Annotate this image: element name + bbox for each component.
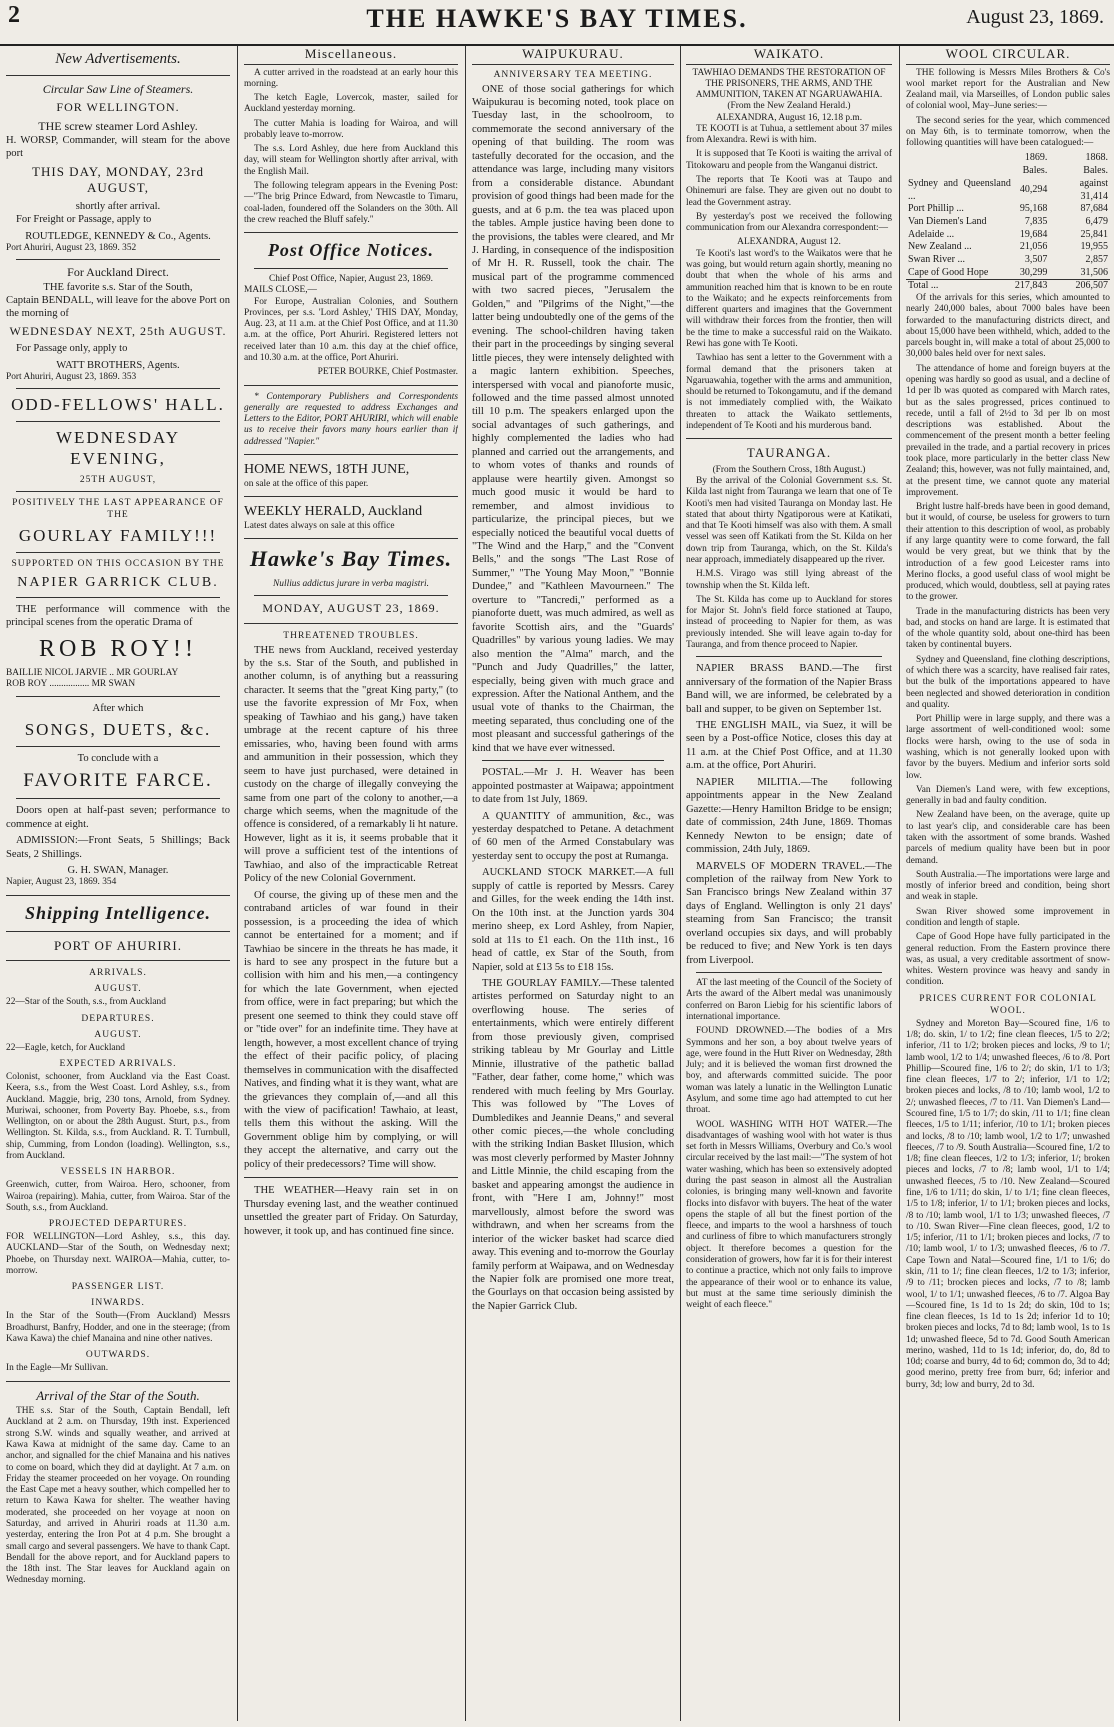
ad-text: THE favorite s.s. Star of the South, (43, 281, 193, 293)
shipping-entry: Colonist, schooner, from Auckland via the East Coast. Keera, s.s., from the West Coast. Lord Ashley, s.s., from Auckland. Maggie, brig, 230 tons, Arnold, from Sydney. Muriwai, schooner, from Poverty Bay. Phoebe, s.s., from Wellington, on or about the 28th August. Sturt, p.s., from Wellington. St. Kilda, s.s., from Auckland. R. T. Turnbull, ship, Cumming, from London (loading). Wellington, s.s., from Auckland. (6, 1071, 230, 1161)
paper-title: Hawke's Bay Times. (249, 546, 453, 572)
ad-hall: ODD-FELLOWS' HALL. (11, 395, 225, 415)
sub-heading: INWARDS. (91, 1298, 145, 1309)
column-rule (237, 46, 238, 1721)
ad-date: THIS DAY, MONDAY, 23rd AUGUST, (32, 163, 204, 196)
article-source: (From the New Zealand Herald.) (727, 101, 851, 112)
ad-songs: SONGS, DUETS, &c. (24, 720, 212, 740)
shipping-entry: 22—Star of the South, s.s., from Auckland (6, 997, 166, 1008)
ad-text: After which (92, 702, 144, 714)
divider (16, 259, 220, 260)
table-header-cell: 1868. (1085, 152, 1108, 164)
table-cell: Adelaide ... (908, 228, 955, 240)
divider (16, 491, 220, 492)
table-cell: 7,835 (1024, 215, 1048, 227)
misc-item: A cutter arrived in the roadstead at an early hour this morning. (244, 67, 458, 89)
table-cell: 31,506 (1080, 266, 1108, 278)
divider (16, 696, 220, 697)
column-waikato (686, 46, 892, 1721)
article-body: The second series for the year, which commenced on May 6th, is to terminate tomorrow, when the following quantities will have been catalogued:— (906, 115, 1110, 149)
misc-item: The s.s. Lord Ashley, due here from Auckland this day, will steam for Wellington shortly after arrival, with the English Mail. (244, 144, 458, 177)
divider (16, 597, 220, 598)
table-header-cell: Bales. (1083, 165, 1108, 177)
table-cell: 2,857 (1085, 253, 1108, 265)
table-row (906, 203, 1110, 216)
divider (16, 552, 220, 553)
misc-item: The cutter Mahia is loading for Wairoa, and will probably leave to-morrow. (244, 118, 458, 140)
newspaper-title: THE HAWKE'S BAY TIMES. (366, 4, 748, 33)
ad-cast: BAILLIE NICOL JARVIE .. MR GOURLAY (6, 668, 179, 679)
table-header-row (906, 165, 1110, 178)
section-heading: WOOL CIRCULAR. (906, 46, 1110, 65)
article-source: (From the Southern Cross, 18th August.) (712, 464, 866, 475)
ad-text: THE performance will commence with the principal scenes from the operatic Drama of (6, 603, 230, 629)
article-heading: TAWHIAO DEMANDS THE RESTORATION OF THE PRISONERS, THE ARMS, AND THE AMMUNITION, TAKEN AT NGARUAWAHIA. (692, 67, 886, 101)
post-signature: PETER BOURKE, Chief Postmaster. (317, 367, 458, 378)
column-rule (465, 46, 466, 1721)
shipping-entry: In the Eagle—Mr Sullivan. (6, 1363, 109, 1374)
misc-item: The ketch Eagle, Lovercok, master, sailed for Auckland yesterday morning. (244, 93, 458, 115)
news-item: THE GOURLAY FAMILY.—These talented artistes performed on Saturday night to an overflowing house. The series of entertainments, which were entirely different from those previously given, comprised striking tableau by Mr Gourlay and Little Minnie, illustrative of the pathetic ballad "Father, dear father, come home," which was rendered with much feeling by Mrs Gourlay. This was followed by "The Loves of Dumbledikes and Jeannie Deans," and several other comic pieces,—the whole concluding with the striking Indian Basket Illusion, which was most cleverly performed by Master Johnny and Little Minnie, the child escaping from the basket and appearing amongst the audience in front, with "Here I am, Johnny!" most marvellously, almost before the sword was withdrawn, and when her screams from the interior of the wicker basket had scarce died away. This evening and to-morrow the Gourlay family perform at Waipawa, and on Wednesday the Napier folk are promised one more treat, the Gourlays on that occasion being assisted by the Napier Garrick Club. (472, 978, 674, 1312)
ad-text: THE screw steamer Lord Ashley. (38, 118, 198, 133)
divider (696, 656, 882, 657)
table-cell: New Zealand ... (908, 241, 972, 253)
weekly-herald-sub: Latest dates always on sale at this office (244, 520, 395, 531)
divider (6, 960, 230, 961)
misc-item: The following telegram appears in the Evening Post:—"The brig Prince Edward, from Newcastle to Timaru, coal-laden, foundered off the Solanders on the 30th. All the crew reached the Bluff safely." (244, 181, 458, 225)
table-cell: 95,168 (1019, 203, 1048, 215)
article-body: THE news from Auckland, received yesterday by the s.s. Star of the South, and published in another column, is of anything but a reassuring character. It seems that the "great King party," (to use the favorite expression of Mr Fox, when speaking of Tawhiao and his gang,) have taken umbrage at the recent capture of his three emissaries, who, having been found with arms and ammunition in their possession, which they seem to have just purchased, were detained in custody on the charge of illegally conveying the same from one part of the colony to another,—a charge which seems, when the magnitude of the offence is considered, of a remarkably li ht nature. However, light as it is, it seems probable that it will prove a sufficient test of the intentions of Tawhiao, and also of the impracticable Retreat Policy of the new Colonial Government. (244, 644, 458, 885)
article-body: New Zealand have been, on the average, quite up to last year's clip, and considerable care has been taken with the assortment of some brands. Washed parcels of medium quality have been but in poor demand. (906, 810, 1110, 866)
shipping-entry: Greenwich, cutter, from Wairoa. Hero, schooner, from Wairoa (repairing). Mahia, cutter, from Wairoa. Star of the South, s.s., from Auckland. (6, 1180, 230, 1213)
table-total-row (906, 280, 1110, 293)
article-body: H.M.S. Virago was still lying abreast of the township when the St. Kilda left. (686, 569, 892, 591)
wool-quantities-table (906, 152, 1110, 293)
divider (16, 388, 220, 389)
column-advertisements (6, 46, 230, 1721)
ad-subtitle: FOR WELLINGTON. (56, 100, 180, 115)
port-heading: PORT OF AHURIRI. (53, 937, 183, 953)
ad-text: POSITIVELY THE LAST APPEARANCE OF THE (12, 498, 224, 521)
article-body: It is supposed that Te Kooti is waiting the arrival of Titokowaru and people from the Wanganui district. (686, 149, 892, 171)
news-item: MARVELS OF MODERN TRAVEL.—The completion of the railway from New York to San Francisco brings New Zealand within 37 days of England. Wellington is only 21 days' steaming from San Francisco; the transit overland occupies six days, and will probably be reduced to five; and New York is ten days from Liverpool. (686, 860, 892, 966)
article-heading: ANNIVERSARY TEA MEETING. (493, 69, 653, 80)
divider (16, 746, 220, 747)
article-body: Bright lustre half-breds have been in good demand, but it would, of course, be useless for growers to turn their attention to this description of wool, as probably if any large quantity were to come forward, the fall would be very great, but we think that by the introduction of a few good Leicester rams into Merino flocks, a good useful class of wool might be produced, which would, doubtless, sell at paying rates to the grower. (906, 502, 1110, 603)
ad-title: Circular Saw Line of Steamers. (42, 82, 194, 97)
issue-date: August 23, 1869. (966, 6, 1104, 28)
column-rule (899, 46, 900, 1721)
table-row (906, 178, 1110, 203)
shipping-entry: FOR WELLINGTON—Lord Ashley, s.s., this day. AUCKLAND—Star of the South, on Wednesday next; Phoebe, on Thursday next. WAIROA—Mahia, cutter, to-morrow. (6, 1232, 230, 1277)
news-item: WOOL WASHING WITH HOT WATER.—The disadvantages of washing wool with hot water is thus set forth in Messrs Williams, Overbury and Co.'s wool circular received by the last mail:—"The system of hot water washing, which has been so extensively adopted during the past season in almost all the Australian colonies, is bringing many well-known and favorite flocks into disfavor with buyers. The heat of the water opens the staple of all but the finest portion of the fleece, and imparts to the wool a harshness of touch and curliness of fibre to which manufacturers strongly object. It therefore becomes a question for the consideration of growers, how far it is for their interest to continue a practice, which not only fails to improve the appearance of their wool or to enhance its value, but must at the same time seriously diminish the weight of each fleece." (686, 1119, 892, 1311)
prices-body: Sydney and Moreton Bay—Scoured fine, 1/6 to 1/8; do. skin, 1/ to 1/2; fine clean fleeces, 1/5 to 2/2; inferior, /11 to 1/2; broken pieces and locks, /9 to 1/; lamb wool, 1/2 to 1/4; unwashed fleeces, /6 to /8. Port Phillip—Scoured fine, 1/6 to 2/; do skin, 1/1 to 1/3; fine clean fleeces, 1/7 to 2/; inferior, 1/1 to 1/2; broken pieces and locks, /8 to /10; lamb wool, 1/2 to 2/; unwashed fleeces, /7 to /11. Van Diemen's Land—Scoured fine, 1/5 to 1/7; do skin, /11 to 1/1; fine clean fleeces, 1/5 to 1/11; inferior, /10 to 1/1; broken pieces and locks, /8 to /10; lamb wool, 1/2 to 1/7; unwashed fleeces, /7 to /9. South Australia—Scoured fine, 1/2 to 1/8; fine clean fleeces, 1/2 to 1/3; inferior, 1/; broken pieces and locks, /7 to /8; lamb wool, 1/1 to 1/4; unwashed fleeces, /5 to /10. New Zealand—Scoured fine, 1/6 to 1/11; do skin, 1/ to 1/1; fine clean fleeces, 1/5 to 1/8; inferior, 1/ to 1/1; broken pieces and locks, /8 to /10; lamb wool, 1/1 to 1/3; unwashed fleeces, /7 to /10. Swan River—Fine clean fleeces, good, 1/2 to 1/5; inferior, /11 to 1/1; broken pieces and locks, /7 to /10; lamb wool, 1/ to 1/3; unwashed fleeces, /6 to /7. Cape Town and Natal—Scoured fine, 1/1 to 1/6; do skin, /11 to 1/; fine clean fleeces, 1/2 to 1/3; inferior, /9 to /11; brocken pieces and locks, /7 to /8; lamb wool, 1/ to 1/1; unwashed fleeces, /6 to /7. Algoa Bay—Scoured fine, 1s 1d to 1s 2d; do skin, 10d to 1s; fine clean fleeces, 1s 1d to 1s 2d; inferior 1d to 10; broken pieces and locks, 7d to 8d; lamb wool, 1s to 1s 1d; unwashed fleece, 5d to 7d. Good South American merino, washed, 11d to 1s 1d; inferior, do, do, 8d to 10d; coarse and burry, 4d to 6d; common do, 3d to 4d; good merino, pretty free from burr, 6d; inferior and burry, 3d; low and burry, 2d to 3d. (906, 1018, 1110, 1390)
prices-heading: PRICES CURRENT FOR COLONIAL WOOL. (919, 993, 1097, 1016)
sub-heading: OUTWARDS. (85, 1350, 151, 1361)
ad-text: SUPPORTED ON THIS OCCASION BY THE (11, 558, 225, 569)
table-cell: Sydney and Queensland ... (908, 177, 1011, 202)
post-office-dateline: Chief Post Office, Napier, August 23, 1869. (268, 274, 433, 285)
ad-club: NAPIER GARRICK CLUB. (17, 574, 219, 590)
ad-manager: G. H. SWAN, Manager. (67, 865, 169, 876)
divider (254, 595, 448, 596)
news-item: AUCKLAND STOCK MARKET.—A full supply of cattle is reported by Messrs. Carey and Gilles, for the week ending the 14th inst. On the 10th inst. at the Junction yards 304 merino sheep, ex Lord Ashley, from Napier, sold at 11s to £1 each. On the 11th inst., 16 head of cattle, ex Star of the South, from Napier, sold at £13 5s to £18 15s. (472, 867, 674, 973)
table-cell: 30,299 (1019, 266, 1048, 278)
divider (244, 623, 458, 624)
table-cell: 6,479 (1085, 215, 1108, 227)
article-body: Van Diemen's Land were, with few exceptions, generally in bad and faulty condition. (906, 784, 1110, 807)
ad-text: To conclude with a (77, 752, 159, 764)
divider (244, 1177, 458, 1178)
divider (244, 538, 458, 539)
divider (244, 232, 458, 233)
table-header-cell: Bales. (1022, 165, 1048, 177)
news-item: FOUND DROWNED.—The bodies of a Mrs Symmons and her son, a boy about twelve years of age, were found in the Hutt River on Wednesday, 28th July; and it is believed the woman first drowned the boy, and afterwards committed suicide. The poor woman was lately a lunatic in the Wellington Lunatic Asylum, and some time ago had attempted to cut her throat. (686, 1026, 892, 1116)
table-cell: 25,841 (1080, 228, 1108, 240)
table-cell: 21,056 (1019, 241, 1048, 253)
shipping-entry: In the Star of the South—(From Auckland) Messrs Broadhurst, Banfry, Hodder, and one in the steerage; (from Kawa Kawa) the chief Manaina and nine other natives. (6, 1311, 230, 1344)
article-body: Sydney and Queensland, fine clothing descriptions, of which there was a scarcity, have realised fair rates, but the bulk of the importations appeared to have been neglected and showed deterioration in condition and quality. (906, 654, 1110, 710)
column-wool-circular (906, 46, 1110, 1721)
ad-cast: ROB ROY ................. MR SWAN (6, 679, 136, 690)
ad-text: shortly after arrival. (75, 200, 161, 212)
table-cell: 40,294 (1019, 184, 1048, 196)
table-row (906, 216, 1110, 229)
divider (6, 895, 230, 896)
paper-motto: Nullius addictus jurare in verba magistri. (273, 578, 429, 589)
ad-footer: Napier, August 23, 1869. 354 (6, 877, 117, 888)
article-heading: Arrival of the Star of the South. (36, 1387, 200, 1403)
ad-footer: Port Ahuriri, August 23, 1869. 352 (6, 243, 137, 254)
divider (696, 972, 882, 973)
article-body: Cape of Good Hope have fully participated in the general reduction. From the Eastern province there was, as usual, a very creditable assortment of snow-whites. Western province was heavy and sandy in condition. (906, 932, 1110, 988)
table-cell: 19,684 (1019, 228, 1048, 240)
divider (6, 75, 230, 76)
paper-date: MONDAY, AUGUST 23, 1869. (262, 601, 440, 616)
section-heading: New Advertisements. (55, 51, 181, 67)
sub-heading: DEPARTURES. (81, 1013, 155, 1024)
news-item: THE ENGLISH MAIL, via Suez, it will be seen by a Post-office Notice, closes this day at 11 a.m. at the Chief Post Office, and at 11.30 a.m. at the office, Port Ahuriri. (686, 720, 892, 772)
table-row (906, 241, 1110, 254)
article-body: The attendance of home and foreign buyers at the opening was hardly so good as usual, and a decline of 1d per lb was quoted as compared with March rates, but as the sales progressed, prices continued to recede, until a fall of 2½d to 3d per lb on most descriptions was established. About the commencement of the present month a better feeling prevailed in the trade, and a partial recovery in prices took place, more particularly in the better class New Zealand; this, however, was not fully maintained, and, at the present time, we cannot quote any material improvement. (906, 363, 1110, 498)
ad-footer: Port Ahuriri, August 23, 1869. 353 (6, 372, 137, 383)
ad-text: For Passage only, apply to (16, 343, 128, 355)
table-cell: Van Diemen's Land (908, 215, 987, 227)
article-body: THE s.s. Star of the South, Captain Bendall, left Auckland at 2 a.m. on Thursday, 19th inst. Experienced strong S.W. winds and squally weather, and arrived at Kawa Kawa at midnight of the same day. Came to an anchor, and signalled for the chief Manaina and his natives to come on board, which they did at daylight. At 7 a.m. on Friday the steamer proceeded on her voyage. On rounding the East Cape met a heavy souther, which compelled her to return to Kawa Kawa for shelter. The weather having moderated, she proceeded on her voyage at noon on Saturday, and arrived in Ahuriri roads at 11.30 a.m. yesterday, entering the Iron Pot at 4 p.m. She brought a small cargo and several passengers. We have to thank Capt. Bendall for the above report, and for Auckland papers to the 18th inst. The Star leaves for Auckland again on Wednesday morning. (6, 1406, 230, 1586)
table-cell: Swan River ... (908, 253, 965, 265)
news-item: AT the last meeting of the Council of the Society of Arts the award of the Albert medal was unanimously conferred on Baron Liebig for his scientific labors of international importance. (686, 978, 892, 1023)
sub-heading: AUGUST. (94, 984, 142, 995)
article-body: South Australia.—The importations were large and mostly of inferior breed and condition, being short and weak in staple. (906, 869, 1110, 903)
divider (16, 798, 220, 799)
ad-farce: FAVORITE FARCE. (23, 770, 213, 792)
ad-text: ADMISSION:—Front Seats, 5 Shillings; Back Seats, 2 Shillings. (6, 835, 230, 860)
table-cell: 3,507 (1024, 253, 1048, 265)
ad-agent: ROUTLEDGE, KENNEDY & Co., Agents. (25, 230, 211, 242)
article-dateline: ALEXANDRA, August 16, 12.18 p.m. (715, 112, 863, 123)
article-weather: THE WEATHER—Heavy rain set in on Thursday evening last, and the weather continued unsettled the greater part of Friday. On Saturday, however, it took up, and has continued fine since. (244, 1185, 458, 1237)
table-cell: 206,507 (1075, 280, 1108, 292)
article-body: Swan River showed some improvement in condition and length of staple. (906, 906, 1110, 928)
table-row (906, 254, 1110, 267)
table-cell: Port Phillip ... (908, 203, 964, 215)
news-item: POSTAL.—Mr J. H. Weaver has been appointed postmaster at Waipawa; appointment to date from 1st July, 1869. (472, 767, 674, 806)
ad-agent: WATT BROTHERS, Agents. (56, 359, 180, 371)
article-body: Port Phillip were in large supply, and there was a large assortment of well-conditioned wool: some flocks were harsh, owing to the use of soda in washing, which is not generally looked upon with favor by the buyers. Medium and inferior sorts sold low. (906, 714, 1110, 781)
article-body: THE following is Messrs Miles Brothers & Co's wool market report for the Australian and New Zealand mail, via Marseilles, of London public sales of colonial wool, May–June series:— (906, 67, 1110, 112)
sub-heading: PROJECTED DEPARTURES. (48, 1219, 188, 1230)
divider (244, 385, 458, 386)
article-body: Trade in the manufacturing districts has been very bad, and stocks on hand are large. It is estimated that of the whole quantity sold, about one-third has been taken by continental buyers. (906, 606, 1110, 651)
section-heading: TAURANGA. (746, 445, 832, 461)
divider (244, 454, 458, 455)
sub-heading: EXPECTED ARRIVALS. (59, 1058, 177, 1069)
ad-family: GOURLAY FAMILY!!! (18, 526, 218, 546)
ad-text: H. WORSP, Commander, will steam for the above port (6, 134, 230, 160)
shipping-entry: 22—Eagle, ketch, for Auckland (6, 1042, 125, 1053)
ad-date: WEDNESDAY NEXT, 25th AUGUST. (9, 323, 227, 338)
section-heading: Miscellaneous. (244, 46, 458, 65)
article-body: By the arrival of the Colonial Government s.s. St. Kilda last night from Tauranga we learn that one of Te Kooti's men had visited Tauranga on Monday last. He stated that about thirty Ngatiporous were at Katikati, and that Te Kooti himself was also with them. A small vessel was seen off Katikati from the St. Kilda on her down trip from Tauranga, which, on the St. Kilda's near approach, immediately disappeared up the river. (686, 476, 892, 565)
page-number: 2 (8, 2, 20, 28)
article-body: Of the arrivals for this series, which amounted to nearly 240,000 bales, about 7000 bales have been forwarded to the manufacturing districts direct, and about 15,000 have been withheld, which, added to the parcels bought in, will make a total of about 25,000 to 30,000 bales held over for next sales. (906, 293, 1110, 360)
article-dateline: ALEXANDRA, August 12. (737, 237, 841, 248)
post-mails: MAILS CLOSE,— (244, 285, 317, 296)
ad-text: For Freight or Passage, apply to (16, 214, 152, 226)
divider (686, 438, 892, 439)
sub-heading: VESSELS IN HARBOR. (60, 1167, 176, 1178)
article-body: By yesterday's post we received the following communication from our Alexandra correspondent:— (686, 211, 892, 234)
section-heading: Post Office Notices. (267, 240, 435, 261)
article-body: Tawhiao has sent a letter to the Government with a formal demand that the prisoners taken at Ngaruawahia, together with the arms and ammunition, should be returned to Tokongamutu, and if the demand is not immediately complied with, the Waikato threaten to attack the Waikato settlements, independent of Te Kooti and his murderous band. (686, 353, 892, 431)
divider (244, 496, 458, 497)
sub-heading: AUGUST. (94, 1029, 142, 1040)
table-cell: against 31,414 (1079, 177, 1108, 202)
ad-evening: WEDNESDAY EVENING, (55, 427, 181, 469)
home-news-sub: on sale at the office of this paper. (244, 478, 369, 489)
column-waipukurau (472, 46, 674, 1721)
table-header-cell: 1869. (1024, 152, 1048, 164)
article-heading: THREATENED TROUBLES. (283, 630, 419, 641)
news-item: A QUANTITY of ammunition, &c., was yesterday despatched to Petane. A detachment of 60 men of the Armed Constabulary was yesterday sent to occupy the post at Rumanga. (472, 810, 674, 862)
home-news-title: HOME NEWS, 18TH JUNE, (244, 461, 410, 477)
weekly-herald-title: WEEKLY HERALD, Auckland (244, 504, 423, 519)
table-row (906, 267, 1110, 280)
article-body: The St. Kilda has come up to Auckland for stores for Major St. John's field force stationed at Taupo, instead of proceeding to Napier for them, as was previously intended. She will leave again to-day for Tauranga, and from thence proceed to Napier. (686, 594, 892, 650)
article-body: ONE of those social gatherings for which Waipukurau is becoming noted, took place on Tuesday last, in the schoolroom, to commemorate the second anniversary of the opening of that building. The room was tastefully decorated for the occasion, and the attendance was large, including many visitors from a considerable distance. Abundant provision of good things had been made for the guests, and at 6 p.m. the tea was placed upon the tables. Ample justice having been done to the provisions, the tables were cleared, and Mr J. Harding, in consequence of the indisposition of Mr H. R. Russell, took the chair. The musical part of the programme commenced with two sacred pieces, "Jerusalem the Golden," and "Pilgrims of the Night,"—the latter being undoubtedly one of the gems of the evening. The school-children having taken their part in the proceedings by singing several little pieces, they were intensely delighted with a magic lantern exhibition. Speeches, interspersed with vocal and pianoforte music, followed and the time passed almost unnoted till 10 p.m. The speakers enlarged upon the social advantages of such gatherings, and highly complemented the ladies who had planned and carried out the arrangements, and to whom votes of thanks and rounds of applause were heartily given. Amongst so much good music it would be hard to remember, and almost invidious to particularize, the principal pieces, but we especially noticed the beautiful vocal duetts of "The Wind and the Harp," and the "Convent Bells," and the songs "The Last Rose of Summer," "The Young May Moon," "Bonnie Dundee," and "Kathleen Mavourneen." The overture to "Tancredi," performed as a pianoforte duett, was much admired, as well as favorite Scottish airs, and the "Guards' Quadrilles" by various young ladies. We may also mention the "Alma" march, and the "Punch and Judy Quadrilles," the latter, especially, being given with much grace and expression. After the National Anthem, and the usual vote of thanks to the Chairman, the meeting separated, thus concluding one of the most pleasant and successful gatherings of the kind that we have ever witnessed. (472, 83, 674, 754)
table-cell: 217,843 (1014, 280, 1048, 292)
divider (482, 760, 664, 761)
column-rule (680, 46, 681, 1721)
table-header-row (906, 152, 1110, 165)
divider (6, 1381, 230, 1382)
table-cell: Total ... (908, 280, 939, 292)
article-body: The reports that Te Kooti was at Taupo and Ohinemuri are false. They are given out no doubt to lead the Government astray. (686, 175, 892, 208)
divider (16, 421, 220, 422)
ad-date: 25TH AUGUST, (79, 475, 157, 486)
notice-correspondents: * Contemporary Publishers and Correspondents generally are requested to address Exchanges and Letters to the Editor, PORT AHURIRI, which will enable us to receive their favors many hours earlier than if addressed "Napier." (244, 391, 458, 447)
section-heading: WAIKATO. (686, 46, 892, 65)
news-item: NAPIER BRASS BAND.—The first anniversary of the formation of the Napier Brass Band will, we are informed, be celebrated by a ball and supper, to be given on September 1st. (686, 663, 892, 715)
table-row (906, 229, 1110, 242)
sub-heading: ARRIVALS. (89, 968, 147, 979)
ad-drama: ROB ROY!! (38, 635, 197, 662)
section-heading: WAIPUKURAU. (472, 46, 674, 65)
table-cell: 87,684 (1080, 203, 1108, 215)
divider (6, 931, 230, 932)
section-heading: Shipping Intelligence. (24, 902, 212, 923)
table-cell: 19,955 (1080, 241, 1108, 253)
article-body: Te Kooti's last word's to the Waikatos were that he was going, but would return again shortly, meaning no doubt that when the whole of his arms and ammunition reached him that is known to be en route to the Waikato; and he expects reinforcements from different quarters and imagines that the Government will withdraw their forces from the frontier, then will be the time to make a successful raid on the Waikato. Rewi has gone with Te Kooti. (686, 248, 892, 349)
divider (254, 268, 448, 269)
article-body: TE KOOTI is at Tuhua, a settlement about 37 miles from Alexandra. Rewi is with him. (686, 123, 892, 146)
post-notice: For Europe, Australian Colonies, and Southern Provinces, per s.s. 'Lord Ashley,' THIS DAY, Monday, Aug. 23, at 11 a.m. at the Chief Post Office, and at 11.30 a.m. at the office, Port Ahuriri. Registered letters not received later than 10 a.m. this day at the chief office, and 10.30 a.m. at the office, Port Ahuriri. (244, 296, 458, 363)
article-body: Of course, the giving up of these men and the contraband articles of war found in their possession, is a proceeding the idea of which cannot be entertained for a moment; and if Tawhiao be sincere in the threats he has made, it is hard to see any prospect in the future but a collision with him and his men,—a contingency for which the late Government, when ejected from office, were in fact preparing; but which the present one seemed to think they could stave off or "tide over" for an indefinite time. They have at length, however, a most excellent chance of trying the effect of their pacific policy, of placing themselves in communication with the disaffected Natives, and finding what it is they want, what are the grievances they complain of,—and all this with the view of pacification! Tawhaio, at least, tells them this without the asking. Will the Government oblige him by complying, or will they accept the alternative, and carry out the policy of their predecessors? Time will show. (244, 889, 458, 1170)
sub-heading: PASSENGER LIST. (71, 1282, 165, 1293)
column-miscellaneous (244, 46, 458, 1721)
ad-text: Doors open at half-past seven; performance to commence at eight. (6, 805, 230, 830)
news-item: NAPIER MILITIA.—The following appointments appear in the New Zealand Gazette:—Henry Hamilton Bridge to be ensign; date of commission, 24th June, 1869. Thomas Kennedy Newton to be ensign; date of commission, 24th July, 1869. (686, 776, 892, 856)
table-cell: Cape of Good Hope (908, 266, 989, 278)
ad-title: For Auckland Direct. (67, 265, 169, 280)
ad-text: Captain BENDALL, will leave for the above Port on the morning of (6, 294, 230, 320)
masthead (0, 0, 1114, 46)
